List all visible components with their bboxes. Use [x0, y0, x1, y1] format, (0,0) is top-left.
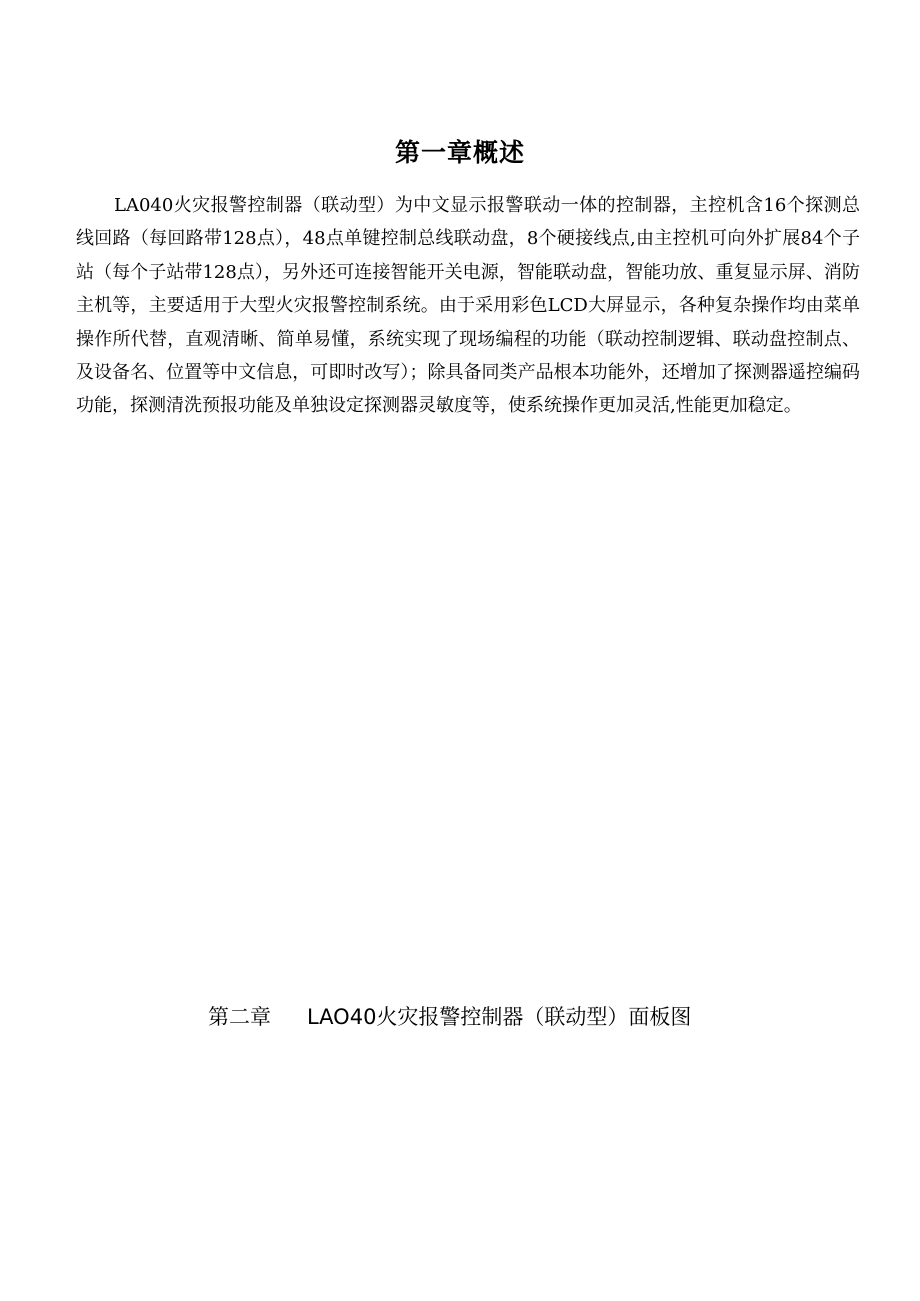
chapter-1-title: 第一章概述: [394, 138, 525, 167]
chapter-2-label: 第二章: [208, 1005, 271, 1029]
chapter-2-heading: [208, 1001, 691, 1031]
chapter-2-title: LAO40火灾报警控制器（联动型）面板图: [307, 1005, 692, 1029]
chapter-1-overview-paragraph: LA040火灾报警控制器（联动型）为中文显示报警联动一体的控制器，主控机含16个探测总线回路（每回路带128点），48点单键控制总线联动盘，8个硬接线点,由主控机可向外扩展84个子站（每个子站带128点），另外还可连接智能开关电源，智能联动盘，智能功放、重复显示屏、消防主机等，主要适用于大型火灾报警控制系统。由于采用彩色LCD大屏显示，各种复杂操作均由菜单操作所代替，直观清晰、简单易懂，系统实现了现场编程的功能（联动控制逻辑、联动盘控制点、及设备名、位置等中文信息，可即时改写）；除具备同类产品根本功能外，还增加了探测器遥控编码功能，探测清洗预报功能及单独设定探测器灵敏度等，使系统操作更加灵活,性能更加稳定。: [76, 195, 860, 417]
